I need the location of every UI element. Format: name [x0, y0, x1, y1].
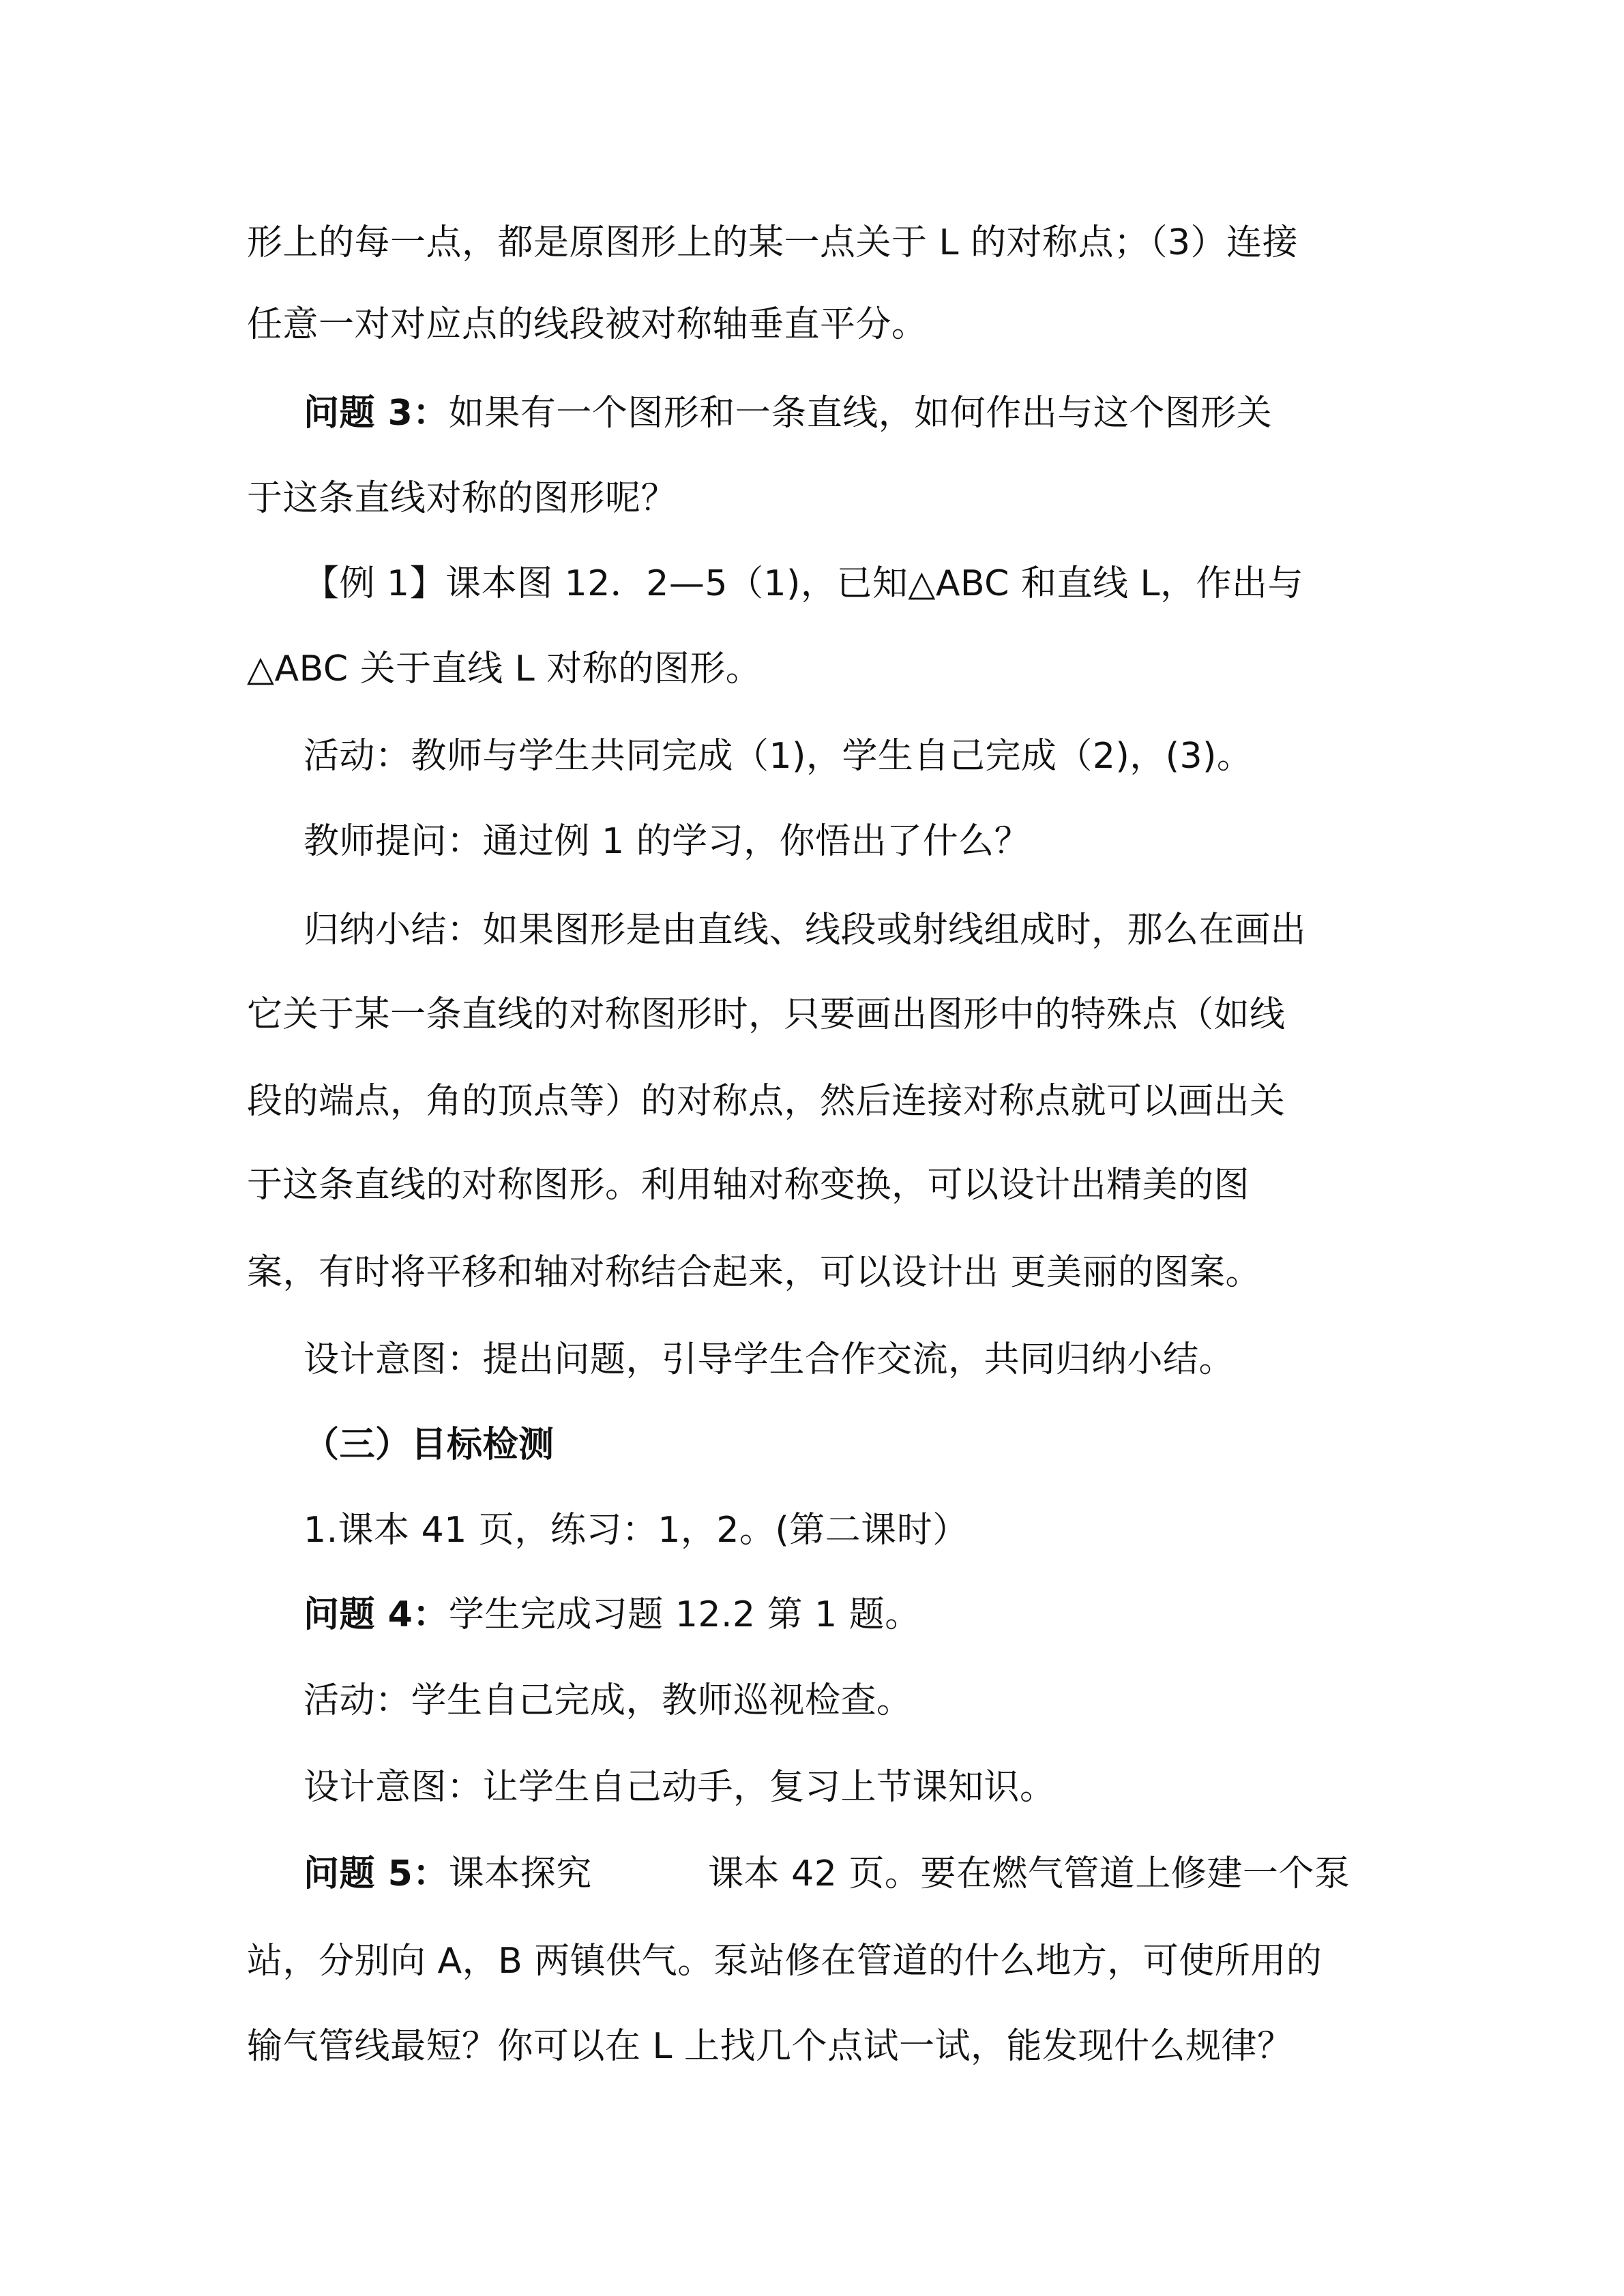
question-label: 问题 3： — [304, 393, 449, 434]
question-label: 问题 5： — [304, 1853, 449, 1894]
body-text-line: 它关于某一条直线的对称图形时，只要画出图形中的特殊点（如线 — [247, 994, 1286, 1035]
summary-line: 归纳小结：如果图形是由直线、线段或射线组成时，那么在画出 — [304, 910, 1307, 951]
example-1-line: 【例 1】课本图 12．2—5（1)，已知△ABC 和直线 L，作出与 — [304, 563, 1304, 604]
activity-line: 活动：教师与学生共同完成（1)，学生自己完成（2)，(3)。 — [304, 736, 1253, 777]
question-4-line: 问题 4：学生完成习题 12.2 第 1 题。 — [304, 1594, 921, 1635]
body-text-line: △ABC 关于直线 L 对称的图形。 — [247, 648, 762, 689]
question-label: 问题 4： — [304, 1594, 449, 1635]
question-5-line: 问题 5：课本探究 课本 42 页。要在燃气管道上修建一个泵 — [304, 1853, 1350, 1894]
body-text-line: 段的端点，角的顶点等）的对称点，然后连接对称点就可以画出关 — [247, 1081, 1286, 1122]
body-text-line: 任意一对对应点的线段被对称轴垂直平分。 — [247, 304, 928, 345]
body-text-line: 站，分别向 A，B 两镇供气。泵站修在管道的什么地方，可使所用的 — [247, 1941, 1323, 1982]
body-text-line: 于这条直线的对称图形。利用轴对称变换，可以设计出精美的图 — [247, 1165, 1250, 1206]
section-heading: （三）目标检测 — [304, 1425, 555, 1465]
body-text-line: 输气管线最短？你可以在 L 上找几个点试一试，能发现什么规律？ — [247, 2026, 1293, 2067]
body-text-line: 案，有时将平移和轴对称结合起来，可以设计出 更美丽的图案。 — [247, 1252, 1262, 1293]
activity-line: 活动：学生自己完成，教师巡视检查。 — [304, 1680, 913, 1721]
body-text-line: 形上的每一点，都是原图形上的某一点关于 L 的对称点；（3）连接 — [247, 222, 1299, 263]
body-text-line: 于这条直线对称的图形呢？ — [247, 478, 677, 519]
question-3-line: 问题 3：如果有一个图形和一条直线，如何作出与这个图形关 — [304, 393, 1273, 434]
design-intent-line: 设计意图：提出问题，引导学生合作交流，共同归纳小结。 — [304, 1339, 1235, 1380]
exercise-line: 1.课本 41 页，练习：1，2。(第二课时） — [304, 1510, 969, 1551]
design-intent-line: 设计意图：让学生自己动手，复习上节课知识。 — [304, 1767, 1056, 1808]
teacher-question-line: 教师提问：通过例 1 的学习，你悟出了什么？ — [304, 821, 1031, 862]
